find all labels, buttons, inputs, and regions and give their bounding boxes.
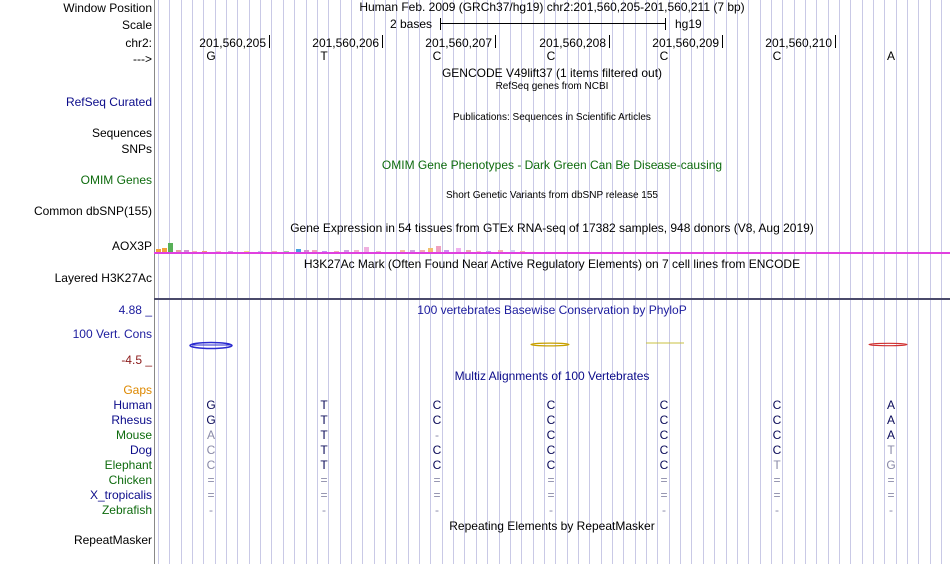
alignment-base-rhesus: C [432,413,442,427]
alignment-base-mouse: T [320,428,328,442]
alignment-base-x-tropicalis: = [320,488,328,502]
scale-assembly-label: hg19 [675,17,702,31]
alignment-base-zebrafish: - [322,503,326,517]
multiz-track-title[interactable]: Multiz Alignments of 100 Vertebrates [454,369,650,383]
window-position-text: Human Feb. 2009 (GRCh37/hg19) chr2:201,560,205-201,560,211 (7 bp) [359,0,745,14]
alignment-base-elephant: C [659,458,669,472]
species-label-mouse[interactable]: Mouse [115,428,152,442]
track-label-gaps[interactable]: Gaps [123,383,152,397]
species-label-chicken[interactable]: Chicken [108,473,152,487]
ruler-tick [269,35,270,48]
alignment-base-chicken: = [887,473,895,487]
track-label-repeatmasker[interactable]: RepeatMasker [73,533,152,547]
strand-direction-label: ---> [133,52,152,66]
repeatmasker-track-title[interactable]: Repeating Elements by RepeatMasker [449,519,655,533]
track-label-aox3p[interactable]: AOX3P [111,239,152,253]
alignment-base-human: A [886,398,895,412]
ruler-coordinate: 201,560,209 [652,36,719,50]
species-label-human[interactable]: Human [113,398,152,412]
dbsnp-track-title[interactable]: Short Genetic Variants from dbSNP release 155 [446,190,658,201]
phylop-signal-glyphs[interactable] [154,340,950,352]
scale-bar-line [440,23,666,24]
alignment-base-human: C [432,398,442,412]
track-label-refseq[interactable]: RefSeq Curated [65,95,152,109]
alignment-base-x-tropicalis: = [773,488,781,502]
sequence-base: T [320,49,328,63]
alignment-base-elephant: T [320,458,328,472]
gtex-track-title[interactable]: Gene Expression in 54 tissues from GTEx RNA-seq of 17382 samples, 948 donors (V8, Aug 2019) [290,221,814,235]
alignment-base-zebrafish: - [889,503,893,517]
alignment-base-x-tropicalis: = [433,488,441,502]
alignment-base-mouse: - [435,428,439,442]
sequence-base: C [432,49,442,63]
alignment-base-chicken: = [320,473,328,487]
alignment-base-chicken: = [660,473,668,487]
alignment-base-mouse: C [546,428,556,442]
track-label-layered-h3k27ac[interactable]: Layered H3K27Ac [54,271,152,285]
chromosome-label: chr2: [125,36,152,50]
ruler-coordinate: 201,560,208 [539,36,606,50]
alignment-base-mouse: C [772,428,782,442]
alignment-base-rhesus: C [659,413,669,427]
alignment-base-human: C [546,398,556,412]
phylop-glyph [531,343,569,346]
ruler-coordinate: 201,560,210 [765,36,832,50]
alignment-base-zebrafish: - [209,503,213,517]
sequence-base: C [546,49,556,63]
ruler-coordinate: 201,560,207 [425,36,492,50]
h3k27ac-track-title[interactable]: H3K27Ac Mark (Often Found Near Active Regulatory Elements) on 7 cell lines from ENCODE [303,257,801,271]
alignment-base-chicken: = [773,473,781,487]
window-position-label: Window Position [63,1,152,15]
alignment-base-zebrafish: - [662,503,666,517]
alignment-base-rhesus: A [886,413,895,427]
alignment-base-human: T [320,398,328,412]
alignment-base-dog: C [546,443,556,457]
alignment-base-rhesus: G [206,413,216,427]
scale-label: Scale [121,18,152,32]
refseq-track-title[interactable]: RefSeq genes from NCBI [495,81,609,92]
alignment-base-human: C [772,398,782,412]
alignment-base-mouse: C [659,428,669,442]
species-label-elephant[interactable]: Elephant [104,458,152,472]
alignment-base-elephant: C [432,458,442,472]
scale-bases-label: 2 bases [390,17,433,31]
ruler-coordinate: 201,560,205 [199,36,266,50]
sequence-base: C [772,49,782,63]
alignment-base-elephant: G [886,458,896,472]
track-label-common-dbsnp[interactable]: Common dbSNP(155) [33,204,152,218]
track-label-omim-genes[interactable]: OMIM Genes [80,173,152,187]
alignment-base-dog: C [206,443,216,457]
alignment-base-chicken: = [207,473,215,487]
alignment-base-x-tropicalis: = [660,488,668,502]
alignment-base-dog: T [320,443,328,457]
alignment-base-chicken: = [433,473,441,487]
publications-track-title[interactable]: Publications: Sequences in Scientific Articles [453,112,651,123]
alignment-base-zebrafish: - [775,503,779,517]
species-label-dog[interactable]: Dog [129,443,152,457]
ruler-tick [495,35,496,48]
alignment-base-rhesus: C [546,413,556,427]
phylop-track-title[interactable]: 100 vertebrates Basewise Conservation by PhyloP [417,303,687,317]
alignment-base-mouse: A [206,428,215,442]
alignment-base-x-tropicalis: = [887,488,895,502]
alignment-base-dog: C [432,443,442,457]
alignment-base-elephant: C [206,458,216,472]
alignment-base-dog: T [887,443,895,457]
sequence-base: G [206,49,216,63]
gencode-track-title[interactable]: GENCODE V49lift37 (1 items filtered out) [441,66,663,80]
scale-bar-right-tick [665,18,666,30]
ruler-tick [835,35,836,48]
ruler-coordinate: 201,560,206 [312,36,379,50]
genome-browser-image[interactable] [154,0,950,564]
track-label-snps[interactable]: SNPs [121,142,152,156]
alignment-base-dog: C [659,443,669,457]
alignment-base-dog: C [772,443,782,457]
alignment-base-zebrafish: - [549,503,553,517]
sequence-base: A [886,49,895,63]
alignment-base-chicken: = [547,473,555,487]
conservation-max-value: 4.88 _ [118,303,152,317]
alignment-base-rhesus: C [772,413,782,427]
species-label-zebrafish[interactable]: Zebrafish [101,503,152,517]
omim-track-title[interactable]: OMIM Gene Phenotypes - Dark Green Can Be Disease-causing [381,158,723,172]
alignment-base-x-tropicalis: = [207,488,215,502]
sequence-base: C [659,49,669,63]
alignment-base-human: C [659,398,669,412]
ruler-tick [609,35,610,48]
alignment-base-elephant: C [546,458,556,472]
alignment-base-human: G [206,398,216,412]
ruler-tick [382,35,383,48]
alignment-base-x-tropicalis: = [547,488,555,502]
conservation-baseline [154,298,950,300]
alignment-base-rhesus: T [320,413,328,427]
alignment-base-elephant: T [773,458,781,472]
ruler-tick [722,35,723,48]
gtex-expression-bars[interactable] [154,238,534,253]
conservation-min-value: -4.5 _ [121,353,152,367]
alignment-base-zebrafish: - [435,503,439,517]
phylop-glyph [869,343,907,345]
track-label-100-vert-cons[interactable]: 100 Vert. Cons [72,327,152,341]
track-label-column [0,0,154,564]
species-label-rhesus[interactable]: Rhesus [111,413,152,427]
scale-bar-left-tick [440,18,441,30]
h3k27ac-signal-line [154,252,950,254]
track-label-sequences[interactable]: Sequences [91,126,152,140]
alignment-base-mouse: A [886,428,895,442]
species-label-x-tropicalis[interactable]: X_tropicalis [89,488,152,502]
